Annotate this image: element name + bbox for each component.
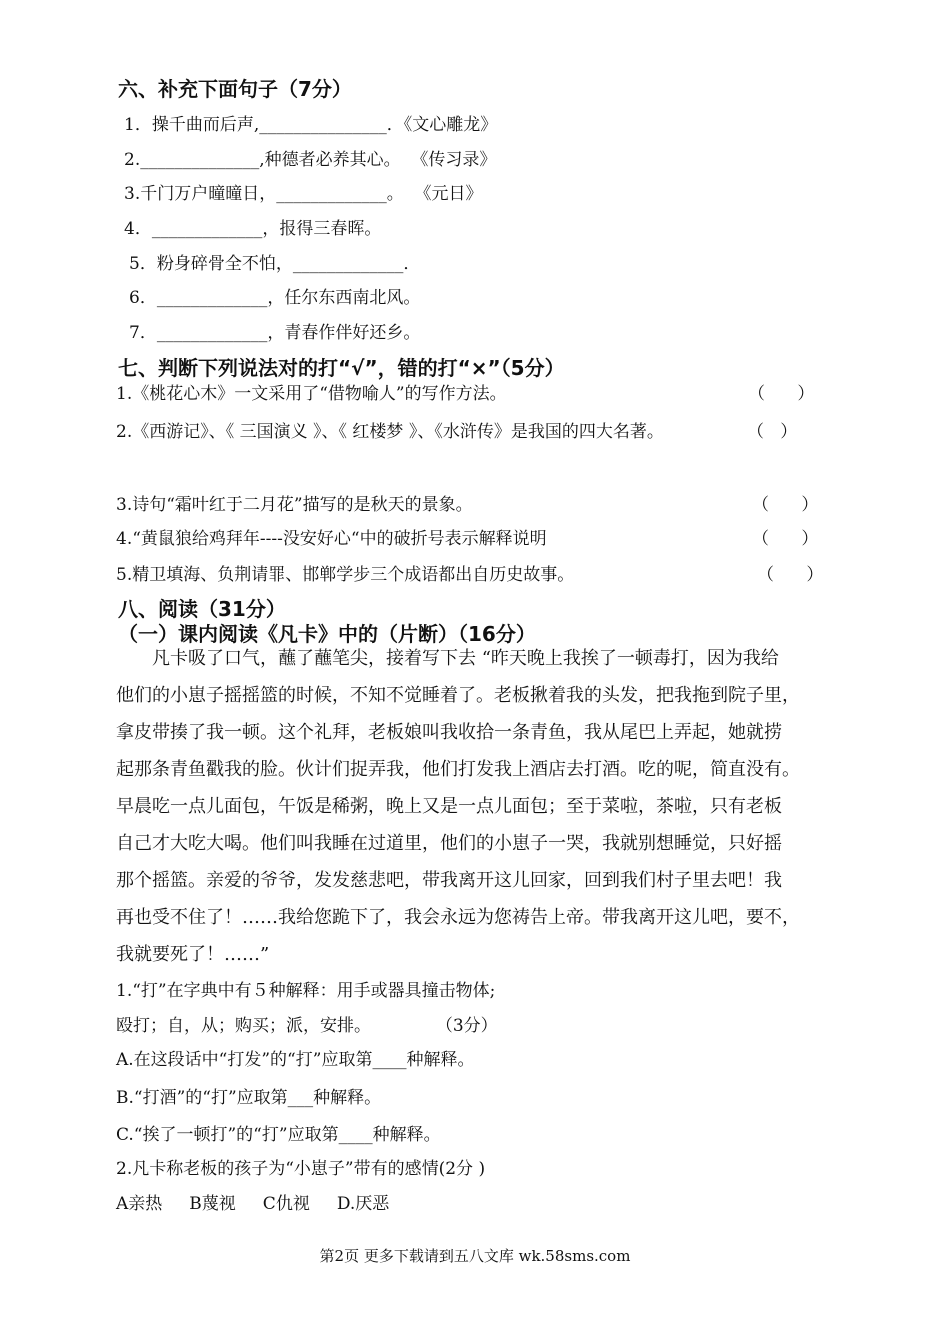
judge-item-2: 2.《西游记》、《 三国演义 》、《 红楼梦 》、《水浒传》是我国的四大名著。 — [116, 422, 664, 442]
judge-item-1: 1.《桃花心木》一文采用了“借物喻人”的写作方法。 — [116, 384, 507, 404]
passage-line-5: 早晨吃一点儿面包，午饭是稀粥，晚上又是一点儿面包；至于菜啦，茶啦，只有老板 — [116, 796, 782, 817]
judge-bracket-1: （ ） — [748, 384, 815, 404]
question-1-c: C.“挨了一顿打”的“打”应取第____种解释。 — [116, 1125, 441, 1145]
section-7-heading: 七、判断下列说法对的打“√”，错的打“×”（5分） — [118, 356, 565, 380]
passage-line-4: 起那条青鱼戳我的脸。伙计们捉弄我，他们打发我上酒店去打酒。吃的呢，简直没有。 — [116, 759, 800, 780]
judge-item-4: 4.“黄鼠狼给鸡拜年----没安好心“中的破折号表示解释说明 — [116, 529, 547, 549]
section-6-item-1: 1．操千曲而后声,_______________．《文心雕龙》 — [124, 115, 498, 135]
section-6-item-7: 7．_____________，青春作伴好还乡。 — [129, 323, 421, 343]
judge-bracket-3: （ ） — [752, 495, 819, 515]
section-6-item-3: 3.千门万户曈曈日，_____________。 《元日》 — [124, 184, 483, 204]
passage-line-1: 凡卡吸了口气，蘸了蘸笔尖，接着写下去 “昨天晚上我挨了一顿毒打，因为我给 — [152, 648, 779, 669]
passage-line-8: 再也受不住了！……我给您跪下了，我会永远为您祷告上帝。带我离开这儿吧，要不， — [116, 907, 800, 928]
question-1-meanings: 殴打；自，从；购买；派，安排。 （3分） — [116, 1016, 498, 1036]
judge-bracket-2: （ ） — [747, 422, 798, 442]
page-footer: 第2页 更多下载请到五八文库 wk.58sms.com — [319, 1247, 631, 1265]
question-1-a: A.在这段话中“打发”的“打”应取第____种解释。 — [116, 1050, 475, 1070]
section-6-item-6: 6．_____________，任尔东西南北风。 — [129, 288, 421, 308]
section-6-item-4: 4．_____________，报得三春晖。 — [124, 219, 382, 239]
passage-line-2: 他们的小崽子摇摇篮的时候，不知不觉睡着了。老板揪着我的头发，把我拖到院子里， — [116, 685, 800, 706]
question-2-options: A亲热 B蔑视 C仇视 D.厌恶 — [116, 1194, 390, 1214]
section-8-heading: 八、阅读（31分） — [118, 597, 286, 621]
judge-item-5: 5.精卫填海、负荆请罪、邯郸学步三个成语都出自历史故事。 — [116, 565, 575, 585]
question-1-b: B.“打酒”的“打”应取第___种解释。 — [116, 1088, 382, 1108]
question-2-stem: 2.凡卡称老板的孩子为“小崽子”带有的感情(2分 ) — [116, 1159, 486, 1179]
section-6-item-2: 2.______________,种德者必养其心。 《传习录》 — [124, 150, 497, 170]
section-6-heading: 六、补充下面句子（7分） — [118, 77, 352, 101]
passage-line-3: 拿皮带揍了我一顿。这个礼拜，老板娘叫我收拾一条青鱼，我从尾巴上弄起，她就捞 — [116, 722, 782, 743]
judge-item-3: 3.诗句“霜叶红于二月花”描写的是秋天的景象。 — [116, 495, 473, 515]
passage-line-6: 自己才大吃大喝。他们叫我睡在过道里，他们的小崽子一哭，我就别想睡觉，只好摇 — [116, 833, 782, 854]
passage-line-7: 那个摇篮。亲爱的爷爷，发发慈悲吧，带我离开这儿回家，回到我们村子里去吧！我 — [116, 870, 782, 891]
question-1-stem: 1.“打”在字典中有５种解释：用手或器具撞击物体; — [116, 981, 496, 1001]
section-6-item-5: 5．粉身碎骨全不怕，_____________． — [129, 254, 421, 274]
reading-subheading: （一）课内阅读《凡卡》中的（片断）（16分） — [118, 622, 536, 646]
passage-line-9: 我就要死了！……” — [116, 944, 270, 965]
judge-bracket-5: （ ） — [757, 565, 824, 585]
judge-bracket-4: （ ） — [752, 529, 819, 549]
